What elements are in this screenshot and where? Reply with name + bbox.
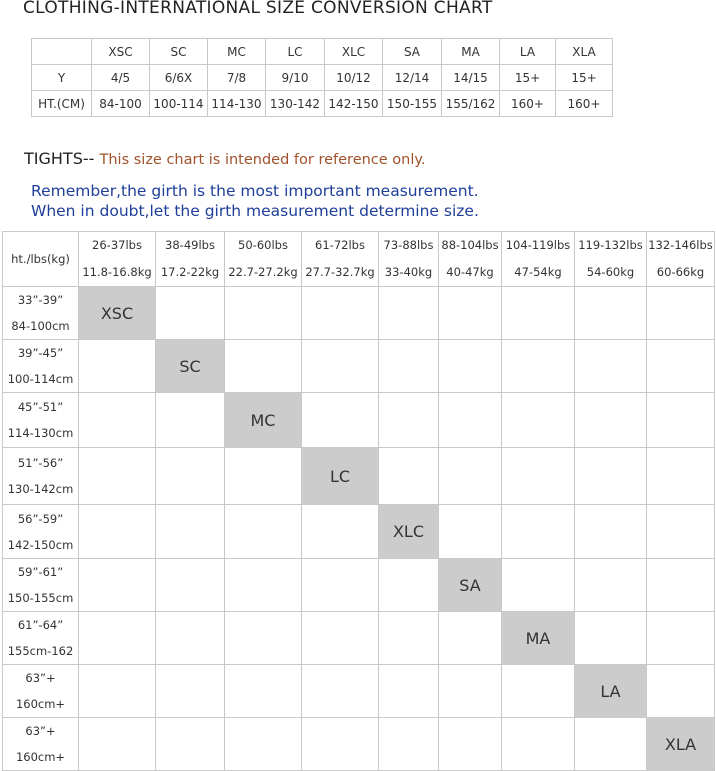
- header-cell: LA: [500, 39, 556, 65]
- empty-cell: [225, 665, 302, 718]
- size-cell: SA: [439, 559, 502, 612]
- inch-label: 61”-64”: [17, 618, 64, 632]
- height-label: [3, 287, 79, 340]
- empty-cell: [79, 505, 156, 559]
- weight-column-header: [379, 232, 439, 287]
- empty-cell: [156, 559, 225, 612]
- empty-cell: [575, 718, 647, 771]
- weight-column-header: [225, 232, 302, 287]
- lbs-label: 119-132lbs: [578, 238, 643, 252]
- weight-column-header: [79, 232, 156, 287]
- empty-cell: [575, 559, 647, 612]
- size-cell: XLA: [647, 718, 715, 771]
- empty-cell: [225, 340, 302, 393]
- empty-cell: [156, 287, 225, 340]
- table-cell: 160+: [556, 91, 613, 117]
- empty-cell: [379, 559, 439, 612]
- empty-cell: [502, 559, 575, 612]
- tights-row: [3, 448, 715, 505]
- empty-cell: [79, 718, 156, 771]
- size-cell: XSC: [79, 287, 156, 340]
- inch-label: 39”-45”: [17, 346, 64, 360]
- empty-cell: [647, 559, 715, 612]
- header-cell: SA: [383, 39, 442, 65]
- kg-label: 33-40kg: [384, 265, 433, 279]
- empty-cell: [156, 665, 225, 718]
- lbs-label: 38-49lbs: [165, 238, 215, 252]
- cm-label: 150-155cm: [7, 591, 74, 605]
- tights-row: [3, 718, 715, 771]
- empty-cell: [575, 340, 647, 393]
- table-cell: 142-150: [325, 91, 383, 117]
- cm-label: 130-142cm: [7, 482, 74, 496]
- empty-cell: [647, 612, 715, 665]
- empty-cell: [439, 340, 502, 393]
- empty-cell: [647, 665, 715, 718]
- height-label: [3, 505, 79, 559]
- size-cell: XLC: [379, 505, 439, 559]
- inch-label: 45”-51”: [17, 400, 64, 414]
- empty-cell: [502, 340, 575, 393]
- empty-cell: [156, 718, 225, 771]
- empty-cell: [79, 393, 156, 448]
- cm-label: 155cm-162: [7, 644, 74, 658]
- kg-label: 47-54kg: [514, 265, 562, 279]
- empty-cell: [379, 448, 439, 505]
- empty-cell: [439, 612, 502, 665]
- tights-row: [3, 505, 715, 559]
- height-label: [3, 665, 79, 718]
- empty-cell: [502, 718, 575, 771]
- conversion-header-row: [32, 39, 613, 65]
- table-cell: 14/15: [442, 65, 500, 91]
- size-conversion-table: [31, 38, 613, 117]
- empty-cell: [379, 287, 439, 340]
- empty-cell: [647, 340, 715, 393]
- table-cell: 4/5: [92, 65, 150, 91]
- tights-row: [3, 340, 715, 393]
- empty-cell: [575, 612, 647, 665]
- table-cell: 10/12: [325, 65, 383, 91]
- tights-row: [3, 287, 715, 340]
- row-label: Y: [32, 65, 92, 91]
- kg-label: 22.7-27.2kg: [228, 265, 298, 279]
- empty-cell: [79, 559, 156, 612]
- tights-row: [3, 612, 715, 665]
- empty-cell: [79, 448, 156, 505]
- reference-note: This size chart is intended for reference only.: [99, 152, 426, 168]
- empty-cell: [156, 448, 225, 505]
- table-cell: 9/10: [266, 65, 325, 91]
- kg-label: 54-60kg: [586, 265, 635, 279]
- lbs-label: 104-119lbs: [505, 238, 571, 252]
- advice-line: When in doubt,let the girth measurement determine size.: [31, 202, 479, 220]
- height-label: [3, 718, 79, 771]
- corner-header: ht./lbs(kg): [3, 232, 79, 287]
- table-cell: 7/8: [208, 65, 266, 91]
- empty-cell: [225, 559, 302, 612]
- empty-cell: [439, 448, 502, 505]
- empty-cell: [379, 340, 439, 393]
- cm-label: 160cm+: [15, 750, 66, 764]
- header-cell: MA: [442, 39, 500, 65]
- table-cell: 155/162: [442, 91, 500, 117]
- empty-cell: [302, 665, 379, 718]
- lbs-label: 132-146lbs: [648, 238, 713, 252]
- size-cell: MC: [225, 393, 302, 448]
- empty-cell: [156, 393, 225, 448]
- tights-row: [3, 665, 715, 718]
- empty-cell: [575, 287, 647, 340]
- size-cell: SC: [156, 340, 225, 393]
- empty-cell: [379, 393, 439, 448]
- kg-label: 11.8-16.8kg: [82, 265, 152, 279]
- table-cell: 100-114: [150, 91, 208, 117]
- empty-cell: [79, 665, 156, 718]
- table-cell: 6/6X: [150, 65, 208, 91]
- cm-label: 160cm+: [15, 697, 66, 711]
- empty-cell: [439, 287, 502, 340]
- kg-label: 17.2-22kg: [160, 265, 220, 279]
- empty-cell: [225, 287, 302, 340]
- empty-cell: [647, 287, 715, 340]
- kg-label: 60-66kg: [656, 265, 705, 279]
- empty-cell: [302, 559, 379, 612]
- empty-cell: [575, 505, 647, 559]
- height-label: [3, 612, 79, 665]
- inch-label: 56”-59”: [17, 511, 64, 526]
- inch-label: 63”+: [25, 671, 56, 685]
- size-cell: LA: [575, 665, 647, 718]
- lbs-label: 61-72lbs: [315, 238, 365, 252]
- empty-cell: [502, 665, 575, 718]
- tights-header-row: [3, 232, 715, 287]
- table-cell: 130-142: [266, 91, 325, 117]
- weight-column-header: [502, 232, 575, 287]
- header-cell: SC: [150, 39, 208, 65]
- empty-cell: [379, 665, 439, 718]
- empty-cell: [302, 612, 379, 665]
- empty-cell: [575, 448, 647, 505]
- empty-cell: [439, 393, 502, 448]
- empty-cell: [502, 287, 575, 340]
- empty-cell: [225, 718, 302, 771]
- height-label: [3, 448, 79, 505]
- empty-cell: [302, 393, 379, 448]
- conversion-row-height: [32, 91, 613, 117]
- girth-advice: [31, 181, 479, 221]
- header-cell: XLA: [556, 39, 613, 65]
- inch-label: 63”+: [25, 724, 56, 738]
- height-label: [3, 393, 79, 448]
- empty-cell: [379, 612, 439, 665]
- tights-label: TIGHTS--: [24, 149, 95, 168]
- empty-cell: [156, 505, 225, 559]
- lbs-label: 50-60lbs: [238, 238, 288, 252]
- weight-column-header: [439, 232, 502, 287]
- empty-cell: [79, 340, 156, 393]
- empty-cell: [225, 448, 302, 505]
- header-cell: LC: [266, 39, 325, 65]
- table-cell: 160+: [500, 91, 556, 117]
- table-cell: 12/14: [383, 65, 442, 91]
- inch-label: 51”-56”: [17, 456, 64, 470]
- weight-column-header: [647, 232, 715, 287]
- table-cell: 150-155: [383, 91, 442, 117]
- row-label: HT.(CM): [32, 91, 92, 117]
- size-cell: MA: [502, 612, 575, 665]
- empty-cell: [302, 505, 379, 559]
- cm-label: 114-130cm: [7, 426, 74, 440]
- inch-label: 59”-61”: [17, 565, 64, 579]
- empty-cell: [302, 340, 379, 393]
- table-cell: 15+: [556, 65, 613, 91]
- weight-column-header: [575, 232, 647, 287]
- kg-label: 27.7-32.7kg: [305, 265, 375, 279]
- kg-label: 40-47kg: [446, 265, 494, 279]
- table-cell: 114-130: [208, 91, 266, 117]
- empty-cell: [156, 612, 225, 665]
- header-cell: MC: [208, 39, 266, 65]
- advice-line: Remember,the girth is the most important measurement.: [31, 182, 479, 200]
- empty-cell: [647, 505, 715, 559]
- empty-cell: [439, 665, 502, 718]
- empty-cell: [225, 612, 302, 665]
- lbs-label: 73-88lbs: [383, 238, 434, 252]
- height-label: [3, 559, 79, 612]
- empty-cell: [647, 393, 715, 448]
- page-title: CLOTHING-INTERNATIONAL SIZE CONVERSION CHART: [23, 0, 493, 18]
- cm-label: 84-100cm: [11, 319, 70, 333]
- empty-cell: [439, 718, 502, 771]
- lbs-label: 26-37lbs: [92, 238, 142, 252]
- header-cell: XLC: [325, 39, 383, 65]
- tights-row: [3, 393, 715, 448]
- table-cell: 15+: [500, 65, 556, 91]
- lbs-label: 88-104lbs: [441, 238, 499, 252]
- empty-cell: [302, 718, 379, 771]
- empty-cell: [79, 612, 156, 665]
- header-cell: [32, 39, 92, 65]
- weight-column-header: [156, 232, 225, 287]
- tights-heading: [24, 149, 426, 168]
- height-label: [3, 340, 79, 393]
- conversion-row-age: [32, 65, 613, 91]
- header-cell: XSC: [92, 39, 150, 65]
- cm-label: 142-150cm: [7, 537, 74, 552]
- empty-cell: [502, 505, 575, 559]
- empty-cell: [439, 505, 502, 559]
- table-cell: 84-100: [92, 91, 150, 117]
- size-cell: LC: [302, 448, 379, 505]
- weight-column-header: [302, 232, 379, 287]
- empty-cell: [647, 448, 715, 505]
- empty-cell: [575, 393, 647, 448]
- inch-label: 33”-39”: [17, 293, 64, 307]
- empty-cell: [302, 287, 379, 340]
- empty-cell: [502, 393, 575, 448]
- empty-cell: [225, 505, 302, 559]
- cm-label: 100-114cm: [7, 372, 74, 386]
- empty-cell: [379, 718, 439, 771]
- tights-row: [3, 559, 715, 612]
- empty-cell: [502, 448, 575, 505]
- tights-size-table: [2, 231, 715, 771]
